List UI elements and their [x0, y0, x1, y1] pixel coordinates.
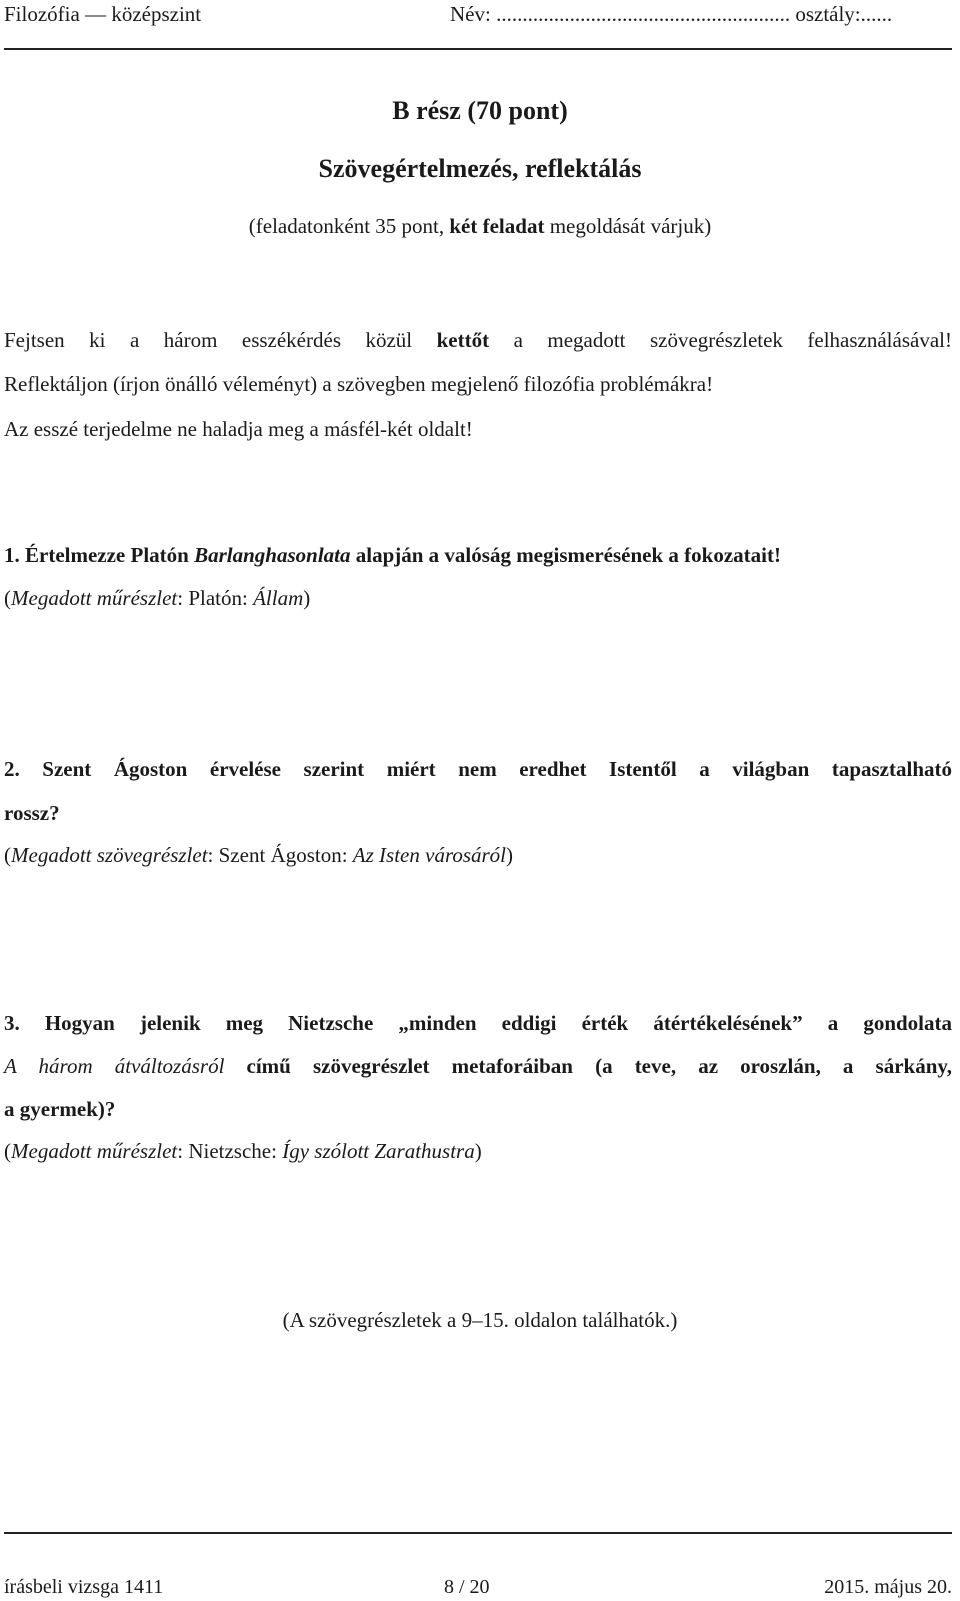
- q2-source-open: (: [4, 843, 11, 867]
- q3-text-line-3: a gyermek)?: [4, 1097, 116, 1121]
- q3-source-label: Megadott műrészlet: [11, 1139, 178, 1163]
- page-header: [4, 2, 952, 32]
- q1-source-author: : Platón:: [177, 586, 254, 610]
- section-note: [0, 214, 960, 239]
- page-reference-note: (A szövegrészletek a 9–15. oldalon találhatók.): [282, 1308, 678, 1332]
- q3-source-author: : Nietzsche:: [177, 1139, 283, 1163]
- q3-source-open: (: [4, 1139, 11, 1163]
- instruction-line-1: [4, 330, 952, 351]
- q2-text-line-2: rossz?: [4, 801, 60, 825]
- instruction-line-2: Reflektáljon (írjon önálló véleményt) a szövegben megjelenő filozófia problémákra!: [4, 372, 714, 396]
- instruction-1-bold: kettőt: [436, 328, 490, 352]
- q2-source-label: Megadott szövegrészlet: [11, 843, 208, 867]
- header-divider: [4, 48, 952, 50]
- q2-text-line-1: 2. Szent Ágoston érvelése szerint miért nem eredhet Istentől a világban tapasztalható: [4, 757, 952, 781]
- q1-source-label: Megadott műrészlet: [11, 586, 178, 610]
- section-note-pre: (feladatonként 35 pont,: [248, 214, 450, 238]
- section-subtitle: Szövegértelmezés, reflektálás: [318, 154, 642, 183]
- instruction-1-post: a megadott szövegrészletek felhasználásával!: [489, 328, 952, 352]
- subject-label: Filozófia — középszint: [4, 2, 202, 26]
- footer-divider: [4, 1532, 952, 1534]
- q1-source-close: ): [303, 586, 311, 610]
- question-3-line-1: [4, 1013, 952, 1034]
- page-number: 8 / 20: [444, 1576, 490, 1598]
- question-3-line-2: [4, 1056, 952, 1077]
- q3-text-line-2: című szövegrészlet metaforáiban (a teve, az oroszlán, a sárkány,: [224, 1054, 952, 1078]
- q1-work-title: Barlanghasonlata: [194, 543, 351, 567]
- question-2-line-1: [4, 759, 952, 780]
- q1-source-work: Állam: [253, 586, 304, 610]
- question-2-source: [4, 845, 952, 866]
- question-3-line-3: [4, 1099, 952, 1120]
- q2-source-close: ): [506, 843, 514, 867]
- q3-source-work: Így szólott Zarathustra: [282, 1139, 475, 1163]
- q3-work-title: A három átváltozásról: [4, 1054, 225, 1078]
- q2-source-work: Az Isten városáról: [352, 843, 507, 867]
- section-title: B rész (70 pont): [392, 96, 568, 125]
- name-class-field: Név: ........................................................ osztály:......: [450, 2, 893, 26]
- question-1-source: [4, 588, 952, 609]
- question-2-line-2: [4, 803, 952, 824]
- section-note-bold: két feladat: [449, 214, 545, 238]
- exam-code: írásbeli vizsga 1411: [4, 1576, 164, 1598]
- question-3-source: [4, 1141, 952, 1162]
- q1-text-a: 1. Értelmezze Platón: [4, 543, 195, 567]
- q3-source-close: ): [474, 1139, 482, 1163]
- question-1-text: [4, 545, 952, 566]
- q1-text-c: alapján a valóság megismerésének a fokozatait!: [350, 543, 781, 567]
- instruction-1-pre: Fejtsen ki a három esszékérdés közül: [4, 328, 437, 352]
- section-note-post: megoldását várjuk): [544, 214, 712, 238]
- q1-source-open: (: [4, 586, 11, 610]
- q3-text-line-1: 3. Hogyan jelenik meg Nietzsche „minden eddigi érték átértékelésének” a gondolata: [4, 1011, 952, 1035]
- exam-date: 2015. május 20.: [824, 1576, 952, 1598]
- instruction-line-3: Az esszé terjedelme ne haladja meg a másfél-két oldalt!: [4, 417, 473, 441]
- q2-source-author: : Szent Ágoston:: [207, 843, 353, 867]
